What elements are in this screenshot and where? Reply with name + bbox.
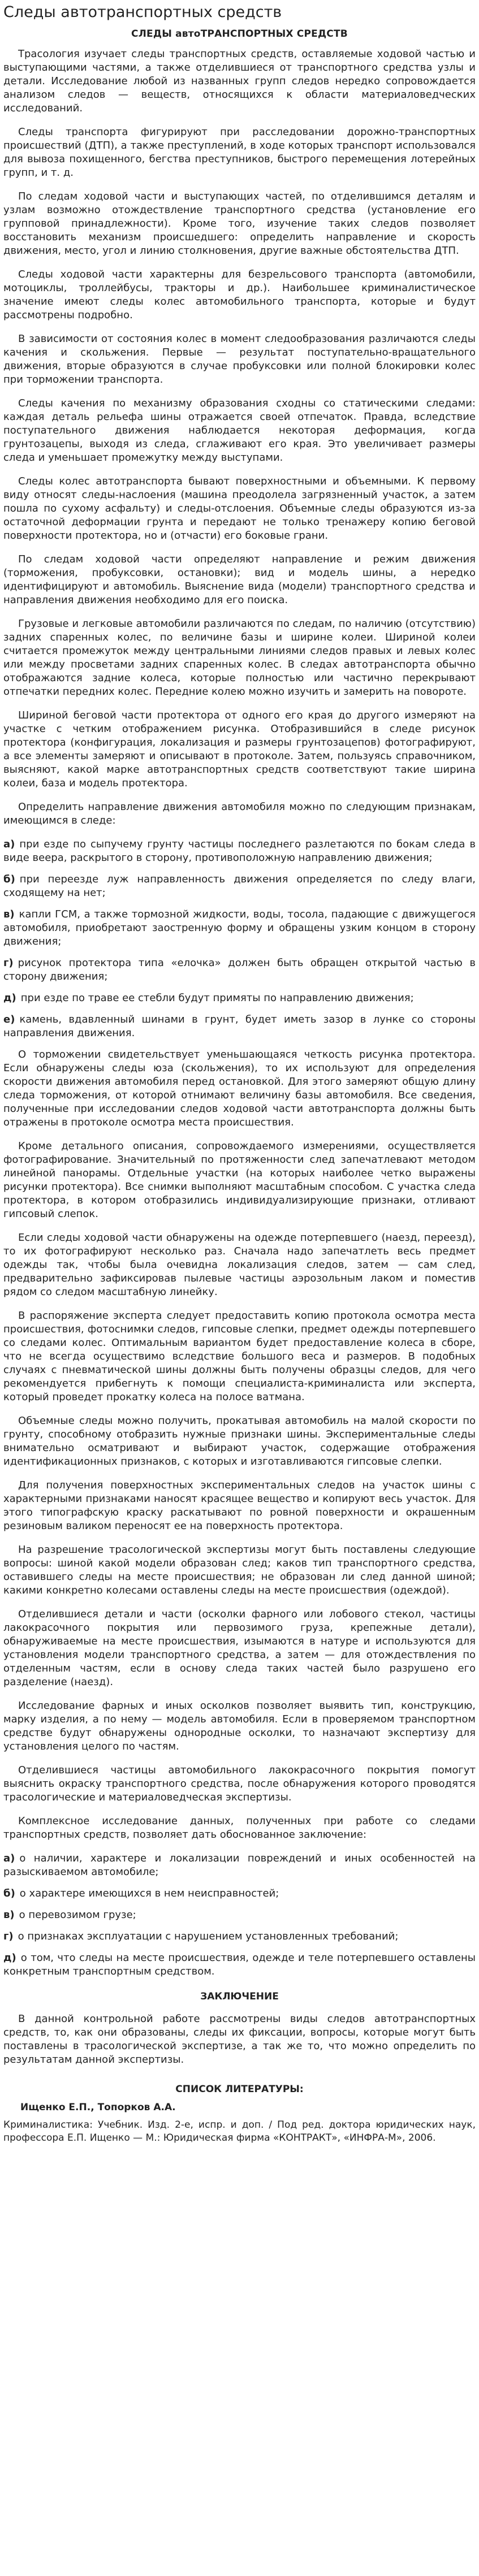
list-marker: в) <box>3 908 15 920</box>
list-marker: д) <box>3 992 16 1004</box>
list-item <box>3 1930 476 1943</box>
paragraph: Следы колес автотранспорта бывают поверхностными и объемными. К первому виду относят следы-наслоения (машина преодолела загрязненный участок, а затем пошла по сухому асфальту) и следы-отслоения. Объемные следы образуются из-за остаточной деформации грунта и передают не только тренажеру копию беговой поверхности протектора, но и (отчасти) его боковые грани. <box>3 475 476 542</box>
conclusions-list <box>3 1852 476 1978</box>
conclusion-title: ЗАКЛЮЧЕНИЕ <box>200 1991 279 2002</box>
references-authors: Ищенко Е.П., Топорков А.А. <box>20 2102 176 2113</box>
paragraph: Отделившиеся детали и части (осколки фарного или лобового стекол, частицы лакокрасочного покрытия или первозимого груза, крепежные детали), обнаруживаемые на месте происшествия, изымаются в натуре и используются для установления модели транспортного средства, а затем — для отождествления по отделенным частям, если в основу следа таких частей было разрушено его разделение (наезд). <box>3 1608 476 1688</box>
list-text: капли ГСМ, а также тормозной жидкости, воды, тосола, падающие с движущегося автомобиля, приобретают заостренную форму и обращены узким концом в сторону движения; <box>3 908 476 947</box>
paragraph: Исследование фарных и иных осколков позволяет выявить тип, конструкцию, марку изделия, а по нему — модель автомобиля. Если в проверяемом транспортном средстве будут обнаружены однородные осколки, то назначают экспертизу для установления целого по частям. <box>3 1700 476 1752</box>
section-heading: СЛЕДЫ автоТРАНСПОРТНЫХ СРЕДСТВ <box>131 28 348 40</box>
list-item <box>3 838 476 865</box>
references-text: Криминалистика: Учебник. Изд. 2-е, испр. и доп. / Под ред. доктора юридических наук, профессора Е.П. Ищенко — М.: Юридическая фирма «КОНТРАКТ», «ИНФРА-М», 2006. <box>3 2119 476 2144</box>
paragraph: Следы ходовой части характерны для безрельсового транспорта (автомобили, мотоциклы, троллейбусы, тракторы и др.). Наибольшее криминалистическое значение имеют следы колес автомобильного транспорта, которые и будут рассмотрены подробно. <box>3 269 476 321</box>
paragraph: Для получения поверхностных экспериментальных следов на участок шины с характерными признаками наносят красящее вещество и копируют весь участок. Для этого типографскую краску раскатывают по ровной поверхности и окрашенным резиновым валиком переносят ее на поверхность протектора. <box>3 1479 476 1532</box>
body-paragraphs <box>3 1048 476 1842</box>
paragraph: Следы качения по механизму образования сходны со статическими следами: каждая деталь рельефа шины отражается своей отпечаток. Правда, вследствие поступательного движения наблюдается некоторая деформация, когда грунтозацепы, выходя из следа, сглаживают его края. Это увеличивает размеры следа и уменьшает промежутку между выступами. <box>3 397 476 464</box>
list-item <box>3 1887 476 1900</box>
list-text: при езде по сыпучему грунту частицы последнего разлетаются по бокам следа в виде веера, раскрытого в сторону, противоположную направлению движения; <box>3 838 476 864</box>
list-item <box>3 1013 476 1040</box>
intro-paragraphs <box>3 47 476 828</box>
list-text: о перевозимом грузе; <box>19 1909 136 1921</box>
list-text: о признаках эксплуатации с нарушением установленных требований; <box>18 1930 399 1942</box>
references-title: СПИСОК ЛИТЕРАТУРЫ: <box>175 2084 304 2095</box>
paragraph: В распоряжение эксперта следует предоставить копию протокола осмотра места происшествия, фотоснимки следов, гипсовые слепки, предмет одежды потерпевшего со следами колес. Оптимальным вариантом будет предоставление колеса в сборе, что не всегда осуществимо вследствие большого веса и размеров. В подобных случаях с пневматической шины должны быть получены образцы следов, для чего рекомендуется прибегнуть к помощи специалиста-криминалиста или эксперта, который проведет прокатку колеса на полосе ватмана. <box>3 1310 476 1403</box>
list-item <box>3 1908 476 1922</box>
paragraph: О торможении свидетельствует уменьшающаяся четкость рисунка протектора. Если обнаружены следы юза (скольжения), то их используют для определения скорости движения автомобиля перед остановкой. Для этого замеряют общую длину следа торможения, от которой отнимают величину базы автомобиля. Все сведения, полученные при исследовании следов ходовой части автотранспорта должны быть отражены в протоколе осмотра места происшествия. <box>3 1049 476 1128</box>
list-marker: в) <box>3 1909 15 1921</box>
list-item <box>3 1951 476 1978</box>
paragraph: Объемные следы можно получить, прокатывая автомобиль на малой скорости по грунту, способному отобразить нужные признаки шины. Экспериментальные следы внимательно осматривают и выбирают участок, содержащие отображения идентификационных признаков, с которых и изготавливаются гипсовые слепки. <box>3 1415 476 1467</box>
list-text: при езде по траве ее стебли будут примяты по направлению движения; <box>20 992 414 1004</box>
conclusion-text: В данной контрольной работе рассмотрены виды следов автотранспортных средств, то, как они образованы, следы их фиксации, вопросы, которые могут быть поставлены в трасологической экспертизе, а так же то, что можно определить по результатам данной экспертизы. <box>3 2013 476 2066</box>
paragraph: Трасология изучает следы транспортных средств, оставляемые ходовой частью и выступающими частями, а также отделившиеся от транспортного средства узлы и детали. Исследование любой из названных групп следов нередко сопровождается анализом следов — веществ, относящихся к области материаловедческих исследований. <box>3 48 476 114</box>
list-text: при переезде луж направленность движения определяется по следу влаги, сходящему на нет; <box>3 873 476 899</box>
list-marker: е) <box>3 1014 15 1025</box>
direction-signs-list <box>3 838 476 1040</box>
paragraph: В зависимости от состояния колес в момент следообразования различаются следы качения и скольжения. Первые — результат поступательно-вращательного движения, вторые образуются в случае пробуксовки или полной блокировки колес при торможении транспорта. <box>3 333 476 386</box>
paragraph: По следам ходовой части определяют направление и режим движения (торможения, пробуксовки, остановки); вид и модель шины, а нередко идентифицируют и автомобиль. Выяснение вида (модели) транспортного средства и направления движения необходимо для его поиска. <box>3 553 476 606</box>
list-marker: а) <box>3 1852 15 1864</box>
paragraph: Кроме детального описания, сопровождаемого измерениями, осуществляется фотографирование. Значительный по протяженности след запечатлевают методом линейной панорамы. Отдельные участки (на которых наиболее четко выражены рисунки протектора). Все снимки выполняют масштабным способом. С участка следа протектора, в котором отобразились индивидуализирующие признаки, отливают гипсовый слепок. <box>3 1140 476 1220</box>
list-text: о наличии, характере и локализации повреждений и иных особенностей на разыскиваемом автомобиле; <box>3 1852 476 1878</box>
paragraph: Определить направление движения автомобиля можно по следующим признакам, имеющимся в следе: <box>3 801 476 826</box>
list-item <box>3 873 476 900</box>
paragraph: Шириной беговой части протектора от одного его края до другого измеряют на участке с четким отображением рисунка. Отобразившийся в следе рисунок протектора (конфигурация, локализация и размеры грунтозацепов) фотографируют, а все элементы замеряют и описывают в протоколе. Затем, пользуясь справочником, выясняют, какой марке автотранспортных средств соответствуют такие ширина колеи, база и модель протектора. <box>3 709 476 789</box>
paragraph: Отделившиеся частицы автомобильного лакокрасочного покрытия помогут выяснить окраску транспортного средства, после обнаружения которого проводятся трасологические и материаловедческая экспертизы. <box>3 1764 476 1803</box>
paragraph: По следам ходовой части и выступающих частей, по отделившимся деталям и узлам возможно отождествление транспортного средства (установление его групповой принадлежности). Кроме того, изучение таких следов позволяет восстановить механизм происшедшего: определить направление и скорость движения, место, угол и линию столкновения, другие важные обстоятельства ДТП. <box>3 191 476 257</box>
paragraph: Комплексное исследование данных, полученных при работе со следами транспортных средств, позволяет дать обоснованное заключение: <box>3 1815 476 1841</box>
document-title: Следы автотранспортных средств <box>3 3 282 21</box>
paragraph: Грузовые и легковые автомобили различаются по следам, по наличию (отсутствию) задних спаренных колес, по величине базы и ширине колеи. Шириной колеи считается промежуток между центральными линиями следов правых и левых колес или между просветами задних спаренных колес. В следах автотранспорта обычно отображаются задние колеса, которые полностью или частично перекрывают отпечатки передних колес. Передние колею можно изучить и замерить на повороте. <box>3 618 476 698</box>
list-marker: д) <box>3 1952 16 1964</box>
list-marker: а) <box>3 838 15 850</box>
list-marker: б) <box>3 1887 15 1899</box>
list-text: о том, что следы на месте происшествия, одежде и теле потерпевшего оставлены конкретным транспортным средством. <box>3 1952 476 1977</box>
paragraph: Если следы ходовой части обнаружены на одежде потерпевшего (наезд, переезд), то их фотографируют несколько раз. Сначала надо запечатлеть весь предмет одежды так, чтобы была очевидна локализация следов, затем — сам след, предварительно зафиксировав пылевые частицы аэрозольным лаком и поместив рядом со следом масштабную линейку. <box>3 1232 476 1298</box>
paragraph: Следы транспорта фигурируют при расследовании дорожно-транспортных происшествий (ДТП), а также преступлений, в ходе которых транспорт использовался для вывоза похищенного, бегства преступников, быстрого перемещения лотерейных групп, и т. д. <box>3 126 476 179</box>
list-marker: г) <box>3 957 14 969</box>
list-text: камень, вдавленный шинами в грунт, будет иметь зазор в лунке со стороны направления движения. <box>3 1014 476 1039</box>
paragraph: На разрешение трасологической экспертизы могут быть поставлены следующие вопросы: шиной какой модели образован след; каков тип транспортного средства, оставившего следы на месте происшествия; не образован ли след данной шиной; какими конкретно колесами оставлены следы на месте происшествия (одеждой). <box>3 1544 476 1596</box>
list-text: рисунок протектора типа «елочка» должен быть обращен открытой частью в сторону движения; <box>3 957 476 982</box>
list-item <box>3 1852 476 1879</box>
list-item <box>3 956 476 984</box>
list-marker: б) <box>3 873 15 885</box>
list-item <box>3 992 476 1005</box>
list-text: о характере имеющихся в нем неисправностей; <box>19 1887 279 1899</box>
list-item <box>3 908 476 949</box>
list-marker: г) <box>3 1930 14 1942</box>
